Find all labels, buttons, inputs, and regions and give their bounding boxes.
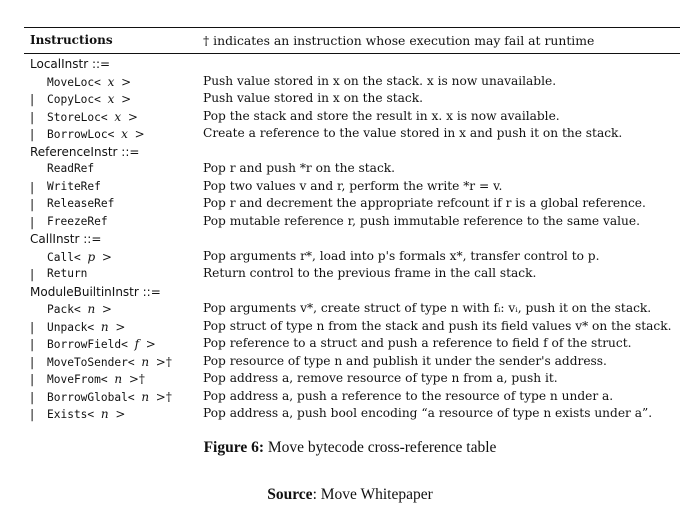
instruction-close: >	[134, 127, 145, 141]
instruction-description: Pop two values v and r, perform the write *r = v.	[203, 178, 503, 193]
instruction-opcode: MoveToSender<	[47, 355, 135, 369]
instruction-description: Pop resource of type n and publish it under the sender's address.	[203, 353, 607, 368]
instruction-close: >†	[155, 389, 172, 404]
source-label: Source	[267, 486, 313, 503]
instruction-name	[47, 320, 125, 334]
instruction-description: Pop address a, push bool encoding “a resource of type n exists under a”.	[203, 406, 653, 420]
instruction-name	[47, 267, 87, 280]
instruction-argument: n	[141, 389, 150, 404]
instruction-argument: x	[107, 74, 115, 89]
instruction-name	[47, 250, 112, 264]
instruction-argument: f	[134, 337, 140, 351]
instruction-row	[0, 214, 700, 232]
category-row	[0, 56, 700, 74]
instruction-name	[47, 180, 101, 193]
instruction-opcode: WriteRef	[47, 179, 101, 193]
instruction-description: Pop the stack and store the result in x. x is now available.	[203, 108, 560, 123]
instruction-name	[47, 110, 138, 124]
instruction-name	[47, 92, 131, 106]
instruction-opcode: ReleaseRef	[47, 197, 115, 210]
instruction-row	[0, 266, 700, 284]
instruction-name	[47, 337, 156, 351]
column-header-note: † indicates an instruction whose execution may fail at runtime	[203, 33, 595, 48]
instruction-description: Pop reference to a struct and push a reference to field f of the struct.	[203, 336, 632, 350]
instruction-close: >	[145, 337, 156, 351]
alternative-bar: |	[30, 213, 35, 229]
instruction-description: Pop r and decrement the appropriate refcount if r is a global reference.	[203, 196, 646, 210]
instruction-close: >	[101, 302, 112, 316]
alternative-bar: |	[30, 318, 35, 334]
instruction-close: >	[115, 319, 126, 334]
source-line	[0, 486, 700, 504]
instruction-argument: x	[107, 92, 115, 106]
instruction-argument: x	[114, 109, 122, 124]
instruction-row	[0, 179, 700, 197]
instruction-row	[0, 319, 700, 337]
alternative-bar: |	[30, 353, 35, 369]
alternative-bar: |	[30, 108, 35, 124]
instruction-close: >	[101, 249, 112, 264]
alternative-bar: |	[30, 91, 35, 106]
instruction-description: Pop arguments v*, create struct of type n with fᵢ: vᵢ, push it on the stack.	[203, 301, 652, 315]
instruction-opcode: CopyLoc<	[47, 93, 101, 106]
figure-label: Figure 6:	[203, 439, 265, 456]
alternative-bar: |	[30, 266, 35, 281]
instruction-description: Return control to the previous frame in the call stack.	[203, 266, 537, 280]
instruction-name	[47, 372, 145, 386]
instruction-opcode: BorrowLoc<	[47, 128, 115, 141]
alternative-bar: |	[30, 126, 35, 141]
instruction-description: Pop struct of type n from the stack and push its field values v* on the stack.	[203, 318, 672, 333]
instruction-row	[0, 249, 700, 267]
instruction-opcode: FreezeRef	[47, 214, 108, 228]
instruction-name	[47, 162, 94, 175]
source-text: : Move Whitepaper	[312, 486, 433, 503]
instruction-opcode: Unpack<	[47, 320, 95, 334]
instruction-name	[47, 75, 131, 89]
alternative-bar: |	[30, 196, 35, 211]
instruction-close: >	[121, 74, 132, 89]
instruction-name	[47, 127, 145, 141]
category-row	[0, 144, 700, 162]
category-label: CallInstr ::=	[30, 232, 102, 246]
figure-caption-text: Move bytecode cross-reference table	[264, 439, 497, 456]
instruction-argument: p	[87, 249, 96, 264]
instruction-row	[0, 389, 700, 407]
instruction-close: >	[121, 92, 132, 106]
category-row	[0, 231, 700, 249]
instruction-description: Create a reference to the value stored in x and push it on the stack.	[203, 126, 623, 140]
instruction-description: Pop address a, push a reference to the resource of type n under a.	[203, 388, 614, 403]
instruction-name	[47, 355, 172, 369]
instruction-opcode: BorrowGlobal<	[47, 390, 135, 404]
column-header-instructions: Instructions	[30, 33, 113, 47]
instruction-opcode: Return	[47, 267, 88, 280]
instruction-description: Pop r and push *r on the stack.	[203, 161, 396, 175]
instruction-row	[0, 126, 700, 144]
instruction-argument: n	[100, 407, 109, 421]
instruction-description: Pop arguments r*, load into p's formals x*, transfer control to p.	[203, 248, 600, 263]
category-label: LocalInstr ::=	[30, 57, 111, 71]
alternative-bar: |	[30, 406, 35, 421]
instruction-argument: n	[141, 354, 150, 369]
instruction-opcode: ReadRef	[47, 162, 95, 175]
instruction-argument: x	[121, 127, 128, 141]
instruction-row	[0, 406, 700, 424]
instruction-close: >	[115, 407, 126, 421]
alternative-bar: |	[30, 388, 35, 404]
instruction-description: Pop address a, remove resource of type n from a, push it.	[203, 371, 558, 385]
instruction-close: >†	[155, 354, 172, 369]
table-top-rule	[24, 27, 680, 28]
instruction-name	[47, 215, 108, 228]
instruction-name	[47, 302, 112, 316]
instruction-name	[47, 407, 125, 421]
instruction-opcode: Pack<	[47, 303, 81, 316]
instruction-opcode: BorrowField<	[47, 338, 128, 351]
instruction-opcode: MoveLoc<	[47, 75, 101, 89]
instruction-name	[47, 390, 172, 404]
figure-caption	[0, 439, 700, 457]
instruction-row	[0, 91, 700, 109]
instruction-row	[0, 161, 700, 179]
instruction-table	[0, 56, 700, 424]
category-label: ReferenceInstr ::=	[30, 144, 140, 159]
instruction-row	[0, 354, 700, 372]
instruction-row	[0, 196, 700, 214]
table-header-rule	[24, 53, 680, 54]
instruction-close: >†	[128, 372, 145, 386]
instruction-row	[0, 336, 700, 354]
alternative-bar: |	[30, 336, 35, 351]
instruction-row	[0, 371, 700, 389]
alternative-bar: |	[30, 178, 35, 194]
instruction-row	[0, 74, 700, 92]
instruction-row	[0, 301, 700, 319]
instruction-opcode: MoveFrom<	[47, 373, 108, 386]
instruction-description: Push value stored in x on the stack. x is now unavailable.	[203, 73, 557, 88]
instruction-opcode: Call<	[47, 250, 81, 264]
instruction-name	[47, 197, 114, 210]
instruction-close: >	[127, 109, 138, 124]
instruction-row	[0, 109, 700, 127]
alternative-bar: |	[30, 371, 35, 386]
instruction-opcode: Exists<	[47, 408, 95, 421]
instruction-description: Pop mutable reference r, push immutable reference to the same value.	[203, 213, 640, 228]
instruction-opcode: StoreLoc<	[47, 110, 108, 124]
instruction-description: Push value stored in x on the stack.	[203, 91, 423, 105]
instruction-argument: n	[114, 372, 123, 386]
instruction-argument: n	[100, 319, 109, 334]
instruction-argument: n	[87, 302, 96, 316]
category-label: ModuleBuiltinInstr ::=	[30, 284, 161, 299]
category-row	[0, 284, 700, 302]
